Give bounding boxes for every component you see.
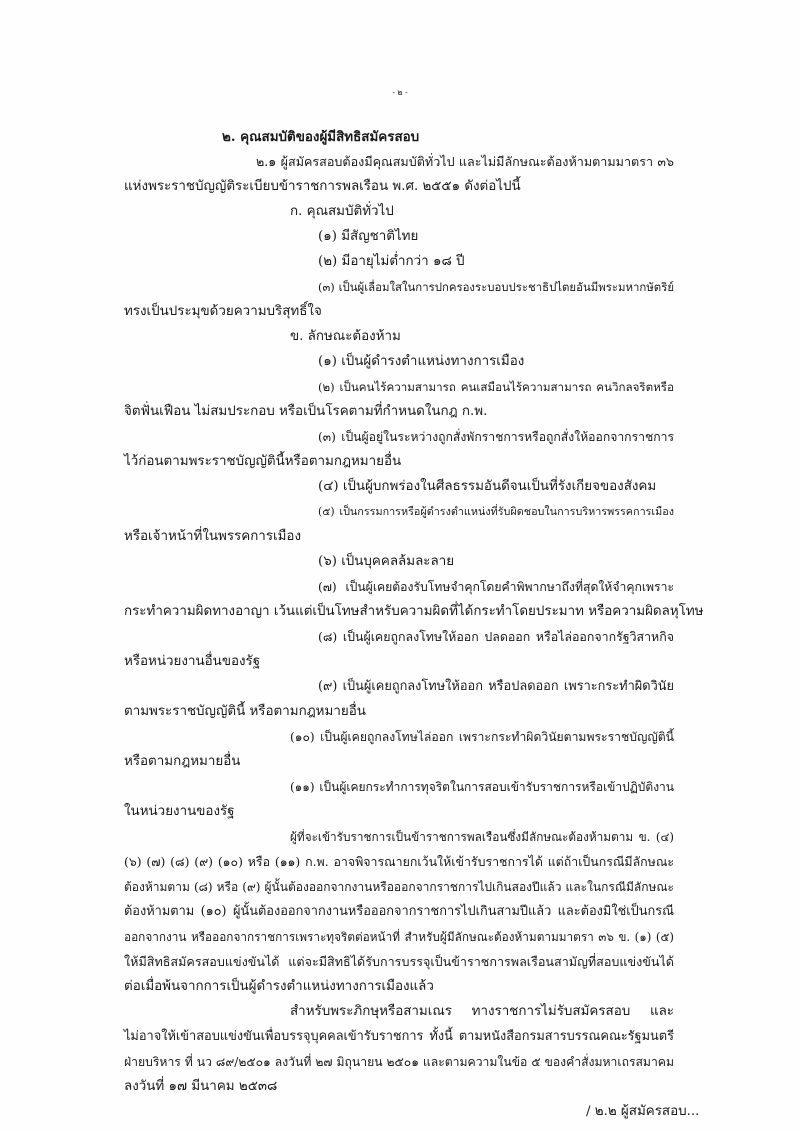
general-item-3-line-1: (๓) เป็นผู้เลื่อมใสในการปกครองระบอบประชาธิปไตยอันมีพระมหากษัตริย์ bbox=[318, 280, 674, 294]
exemption-line-3: ต้องห้ามตาม (๘) หรือ (๙) ผู้นั้นต้องออกจากงานหรือออกจากราชการไปเกินสองปีแล้ว และในกรณีมีลักษณะ bbox=[124, 880, 674, 894]
prohibited-heading: ข. ลักษณะต้องห้าม bbox=[290, 329, 401, 344]
prohibited-item-10-line-1: (๑๐) เป็นผู้เคยถูกลงโทษไล่ออก เพราะกระทำผิดวินัยตามพระราชบัญญัตินี้ bbox=[290, 730, 674, 744]
prohibited-item-5-line-2: หรือเจ้าหน้าที่ในพรรคการเมือง bbox=[124, 529, 301, 544]
para-2-1-line-2: แห่งพระราชบัญญัติระเบียบข้าราชการพลเรือน พ.ศ. ๒๕๕๑ ดังต่อไปนี้ bbox=[124, 179, 521, 194]
monks-line-2: ไม่อาจให้เข้าสอบแข่งขันเพื่อบรรจุบุคคลเข้ารับราชการ ทั้งนี้ ตามหนังสือกรมสารบรรณคณะรัฐมนตรี bbox=[124, 1029, 674, 1044]
para-2-1-line-1: ๒.๑ ผู้สมัครสอบต้องมีคุณสมบัติทั่วไป และไม่มีลักษณะต้องห้ามตามมาตรา ๓๖ bbox=[256, 154, 674, 169]
exemption-line-4: ต้องห้ามตาม (๑๐) ผู้นั้นต้องออกจากงานหรือออกจากราชการไปเกินสามปีแล้ว และต้องมิใช่เป็นกรณี bbox=[124, 904, 674, 919]
general-qualifications-heading: ก. คุณสมบัติทั่วไป bbox=[290, 204, 394, 219]
section-heading: ๒. คุณสมบัติของผู้มีสิทธิสมัครสอบ bbox=[222, 129, 420, 145]
prohibited-item-4: (๔) เป็นผู้บกพร่องในศีลธรรมอันดีจนเป็นที่รังเกียจของสังคม bbox=[318, 479, 657, 494]
monks-line-3: ฝ่ายบริหาร ที่ นว ๘๙/๒๕๐๑ ลงวันที่ ๒๗ มิถุนายน ๒๕๐๑ และตามความในข้อ ๕ ของคำสั่งมหาเถรสมาคม bbox=[124, 1055, 674, 1069]
general-item-1: (๑) มีสัญชาติไทย bbox=[318, 229, 419, 244]
exemption-line-2: (๖) (๗) (๘) (๙) (๑๐) หรือ (๑๑) ก.พ. อาจพิจารณายกเว้นให้เข้ารับราชการได้ แต่ถ้าเป็นกรณีมีลักษณะ bbox=[124, 854, 674, 869]
exemption-line-7: ต่อเมื่อพ้นจากการเป็นผู้ดำรงตำแหน่งทางการเมืองแล้ว bbox=[124, 979, 434, 994]
exemption-line-5: ออกจากงาน หรือออกจากราชการเพราะทุจริตต่อหน้าที่ สำหรับผู้มีลักษณะต้องห้ามตามมาตรา ๓๖ ข. (๑) (๕) bbox=[124, 930, 674, 944]
prohibited-item-6: (๖) เป็นบุคคลล้มละลาย bbox=[318, 554, 455, 569]
prohibited-item-8-line-2: หรือหน่วยงานอื่นของรัฐ bbox=[124, 654, 261, 669]
prohibited-item-3-line-1: (๓) เป็นผู้อยู่ในระหว่างถูกสั่งพักราชการหรือถูกสั่งให้ออกจากราชการ bbox=[318, 430, 674, 444]
prohibited-item-10-line-2: หรือตามกฎหมายอื่น bbox=[124, 754, 241, 769]
prohibited-item-11-line-2: ในหน่วยงานของรัฐ bbox=[124, 804, 235, 819]
continuation-marker: / ๒.๒ ผู้สมัครสอบ... bbox=[586, 1104, 700, 1119]
prohibited-item-3-line-2: ไว้ก่อนตามพระราชบัญญัตินี้หรือตามกฎหมายอื่น bbox=[124, 454, 402, 469]
page-number: - ๒ - bbox=[392, 88, 408, 97]
prohibited-item-11-line-1: (๑๑) เป็นผู้เคยกระทำการทุจริตในการสอบเข้ารับราชการหรือเข้าปฏิบัติงาน bbox=[290, 780, 674, 794]
general-item-2: (๒) มีอายุไม่ต่ำกว่า ๑๘ ปี bbox=[318, 254, 465, 269]
prohibited-item-8-line-1: (๘) เป็นผู้เคยถูกลงโทษให้ออก ปลดออก หรือไล่ออกจากรัฐวิสาหกิจ bbox=[318, 629, 674, 644]
exemption-line-6: ให้มีสิทธิสมัครสอบแข่งขันได้ แต่จะมีสิทธิได้รับการบรรจุเป็นข้าราชการพลเรือนสามัญที่สอบแข่งขันได้ bbox=[124, 954, 674, 969]
prohibited-item-9-line-2: ตามพระราชบัญญัตินี้ หรือตามกฎหมายอื่น bbox=[124, 704, 366, 719]
prohibited-item-2-line-2: จิตฟั่นเฟือน ไม่สมประกอบ หรือเป็นโรคตามที่กำหนดในกฎ ก.พ. bbox=[124, 404, 488, 419]
prohibited-item-9-line-1: (๙) เป็นผู้เคยถูกลงโทษให้ออก หรือปลดออก เพราะกระทำผิดวินัย bbox=[318, 679, 674, 694]
prohibited-item-7-line-1: (๗) เป็นผู้เคยต้องรับโทษจำคุกโดยคำพิพากษาถึงที่สุดให้จำคุกเพราะ bbox=[318, 580, 674, 594]
monks-line-1: สำหรับพระภิกษุหรือสามเณร ทางราชการไม่รับสมัครสอบ และ bbox=[290, 1004, 674, 1019]
prohibited-item-5-line-1: (๕) เป็นกรรมการหรือผู้ดำรงตำแหน่งที่รับผิดชอบในการบริหารพรรคการเมือง bbox=[318, 505, 674, 518]
prohibited-item-2-line-1: (๒) เป็นคนไร้ความสามารถ คนเสมือนไร้ความสามารถ คนวิกลจริตหรือ bbox=[318, 380, 674, 394]
monks-line-4: ลงวันที่ ๑๗ มีนาคม ๒๕๓๘ bbox=[124, 1079, 278, 1094]
general-item-3-line-2: ทรงเป็นประมุขด้วยความบริสุทธิ์ใจ bbox=[124, 304, 322, 319]
prohibited-item-1: (๑) เป็นผู้ดำรงตำแหน่งทางการเมือง bbox=[318, 354, 525, 369]
prohibited-item-7-line-2: กระทำความผิดทางอาญา เว้นแต่เป็นโทษสำหรับความผิดที่ได้กระทำโดยประมาท หรือความผิดลหุโทษ bbox=[124, 604, 704, 619]
exemption-line-1: ผู้ที่จะเข้ารับราชการเป็นข้าราชการพลเรือนซึ่งมีลักษณะต้องห้ามตาม ข. (๔) bbox=[290, 830, 674, 844]
